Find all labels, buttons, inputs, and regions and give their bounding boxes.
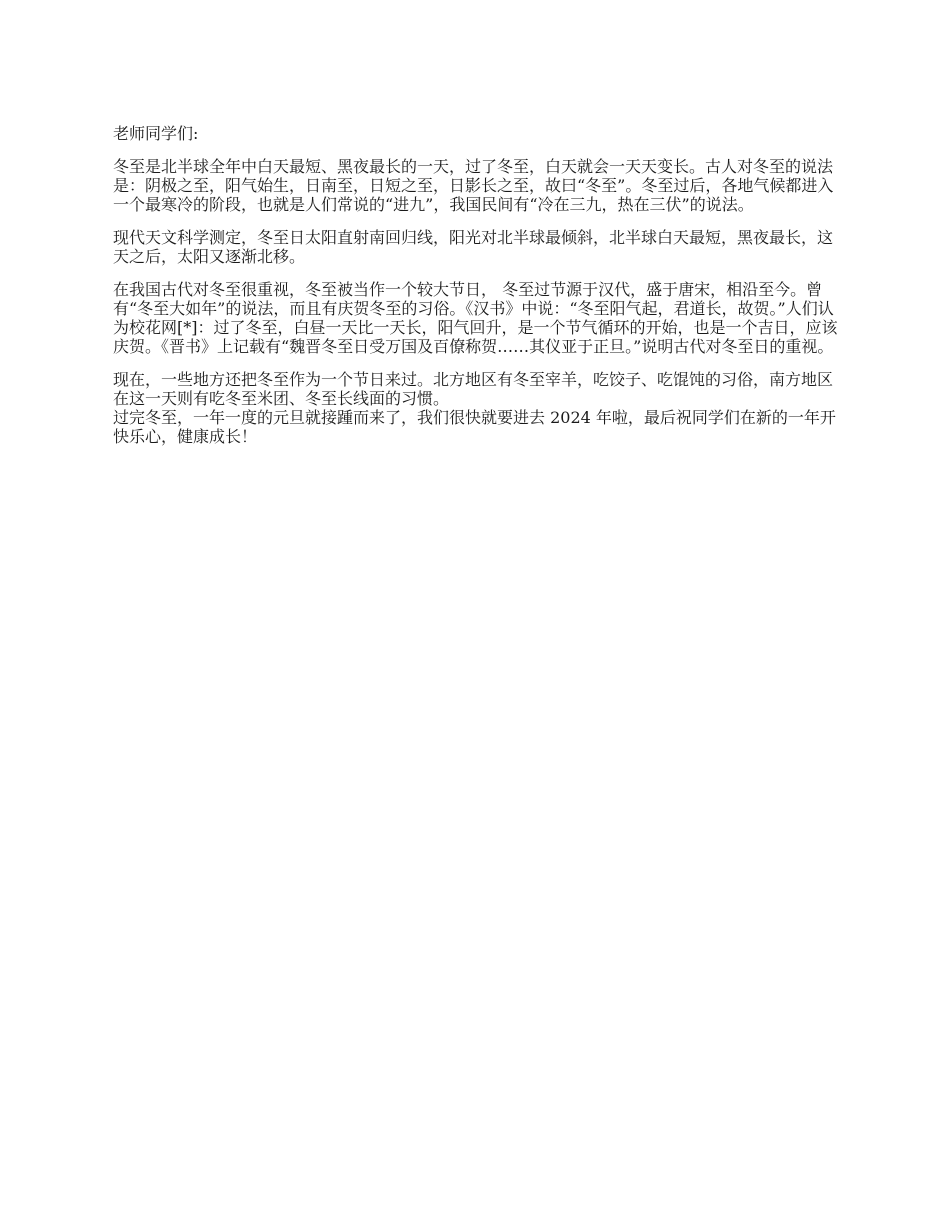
paragraph-closing-wishes: 过完冬至，一年一度的元旦就接踵而来了，我们很快就要进去 2024 年啦，最后祝同学们在新的一年开快乐心，健康成长！ [113,408,836,446]
greeting: 老师同学们: [113,124,199,143]
document-body [113,124,848,446]
paragraph-winter-solstice-definition: 冬至是北半球全年中白天最短、黑夜最长的一天，过了冬至，白天就会一天天变长。古人对冬至的说法是：阴极之至，阳气始生，日南至，日短之至，日影长之至，故曰“冬至”。冬至过后，各地气候都进入一个最寒冷的阶段，也就是人们常说的“进九”，我国民间有“冷在三九，热在三伏”的说法。 [113,157,834,214]
paragraph-ancient-customs: 在我国古代对冬至很重视，冬至被当作一个较大节日， 冬至过节源于汉代，盛于唐宋，相沿至今。曾有“冬至大如年”的说法，而且有庆贺冬至的习俗。《汉书》中说：“冬至阳气起，君道长，故贺。”人们认为校花网[*]：过了冬至，白昼一天比一天长，阳气回升，是一个节气循环的开始，也是一个吉日，应该庆贺。《晋书》上记载有“魏晋冬至日受万国及百僚称贺……其仪亚于正旦。”说明古代对冬至日的重视。 [113,280,838,356]
paragraph-astronomy: 现代天文科学测定，冬至日太阳直射南回归线，阳光对北半球最倾斜，北半球白天最短，黑夜最长，这天之后，太阳又逐渐北移。 [113,228,834,266]
paragraph-modern-customs: 现在，一些地方还把冬至作为一个节日来过。北方地区有冬至宰羊，吃饺子、吃馄饨的习俗，南方地区在这一天则有吃冬至米团、冬至长线面的习惯。 [113,370,834,408]
